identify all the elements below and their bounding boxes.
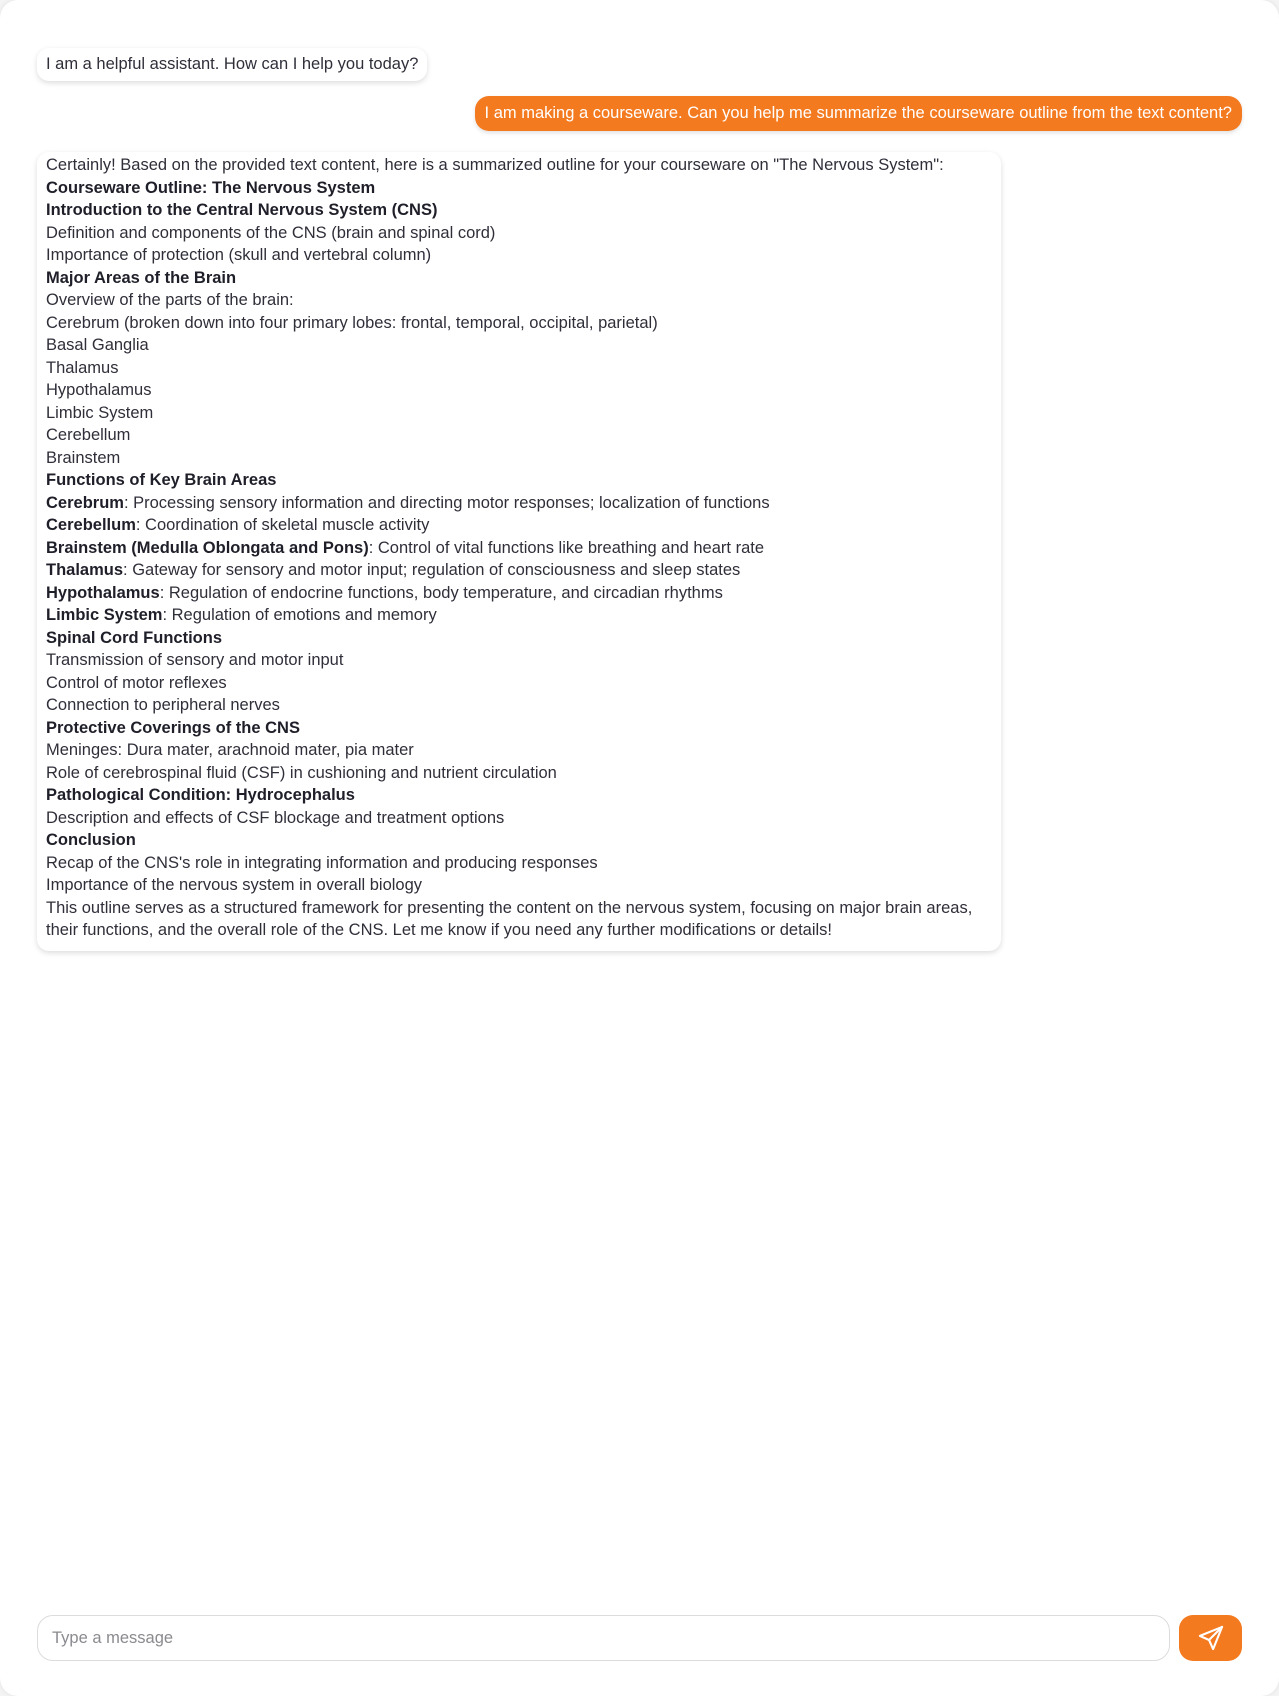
reply-line-heading: Brainstem (Medulla Oblongata and Pons) — [46, 538, 369, 557]
reply-line-heading: Hypothalamus — [46, 583, 160, 602]
reply-line-heading: Cerebellum — [46, 516, 136, 534]
reply-line-text: Description and effects of CSF blockage and treatment options — [46, 808, 505, 827]
reply-line-text: Cerebrum (broken down into four primary lobes: frontal, temporal, occipital, parietal) — [46, 313, 658, 332]
reply-line-text: Limbic System — [46, 403, 154, 422]
send-button[interactable] — [1179, 1615, 1242, 1661]
reply-line-heading: Limbic System — [46, 606, 163, 624]
reply-line-text: Brainstem — [46, 448, 121, 467]
reply-line-heading: Conclusion — [46, 831, 136, 849]
reply-line-text: Meninges: Dura mater, arachnoid mater, pia mater — [46, 741, 414, 759]
reply-line-text: : Gateway for sensory and motor input; regulation of consciousness and sleep states — [123, 561, 741, 579]
reply-line — [46, 627, 992, 650]
reply-line-text: Recap of the CNS's role in integrating information and producing responses — [46, 853, 598, 872]
reply-line — [46, 222, 992, 245]
message-list — [37, 0, 1242, 1546]
reply-line-text: Overview of the parts of the brain: — [46, 291, 294, 309]
reply-line-heading: Courseware Outline: The Nervous System — [46, 178, 376, 197]
reply-line-text: : Coordination of skeletal muscle activity — [135, 516, 430, 534]
reply-line — [46, 694, 992, 717]
reply-line — [46, 289, 992, 312]
reply-line — [46, 829, 992, 852]
reply-line-text: : Regulation of endocrine functions, body temperature, and circadian rhythms — [159, 583, 723, 602]
reply-line — [46, 874, 992, 897]
reply-line-text: Importance of the nervous system in overall biology — [46, 876, 423, 894]
reply-line — [46, 784, 992, 807]
reply-line — [46, 672, 992, 695]
reply-line-text: : Control of vital functions like breathing and heart rate — [368, 538, 765, 557]
reply-line-text: Certainly! Based on the provided text content, here is a summarized outline for your courseware on "The Nervous System": — [46, 156, 944, 174]
reply-line-heading: Pathological Condition: Hydrocephalus — [46, 786, 355, 804]
reply-line-text: Thalamus — [46, 358, 119, 377]
assistant-reply-message — [37, 152, 1001, 951]
reply-line-text: : Processing sensory information and directing motor responses; localization of functions — [123, 493, 770, 512]
reply-line — [46, 357, 992, 380]
reply-line-text: : Regulation of emotions and memory — [162, 606, 437, 624]
reply-line-heading: Functions of Key Brain Areas — [46, 471, 277, 489]
reply-line — [46, 604, 992, 627]
reply-line — [46, 582, 992, 605]
reply-line-text: Transmission of sensory and motor input — [46, 651, 344, 669]
reply-line-text: Connection to peripheral nerves — [46, 696, 280, 714]
reply-line-text: Role of cerebrospinal fluid (CSF) in cushioning and nutrient circulation — [46, 763, 557, 782]
reply-line-text: Basal Ganglia — [46, 336, 149, 354]
reply-line — [46, 379, 992, 402]
user-message: I am making a courseware. Can you help me summarize the courseware outline from the text content? — [475, 96, 1242, 131]
reply-line-heading: Spinal Cord Functions — [46, 628, 222, 647]
reply-line — [46, 514, 992, 537]
reply-line — [46, 424, 992, 447]
reply-line — [46, 739, 992, 762]
reply-line — [46, 649, 992, 672]
reply-line-heading: Cerebrum — [46, 493, 124, 512]
reply-line-heading: Thalamus — [46, 561, 124, 579]
reply-line — [46, 492, 992, 515]
message-input[interactable] — [37, 1615, 1170, 1661]
reply-line-text: Definition and components of the CNS (brain and spinal cord) — [46, 223, 496, 242]
reply-line — [46, 762, 992, 785]
reply-line — [46, 717, 992, 740]
reply-line — [46, 402, 992, 425]
reply-line-text: Hypothalamus — [46, 381, 152, 399]
reply-line — [46, 852, 992, 875]
reply-line — [46, 267, 992, 290]
reply-line — [46, 312, 992, 335]
reply-line-heading: Introduction to the Central Nervous System (CNS) — [46, 201, 438, 219]
reply-line-text: Cerebellum — [46, 426, 131, 444]
reply-line — [46, 559, 992, 582]
reply-line — [46, 469, 992, 492]
reply-line-heading: Major Areas of the Brain — [46, 268, 237, 287]
reply-line-text: Importance of protection (skull and vertebral column) — [46, 246, 432, 264]
reply-line — [46, 154, 992, 177]
reply-line — [46, 537, 992, 560]
reply-line-text: This outline serves as a structured framework for presenting the content on the nervous system, focusing on major brain areas, their functions, and the overall role of the CNS. Let me know if you need any further modifications or details! — [46, 898, 973, 939]
reply-line-text: Control of motor reflexes — [46, 673, 227, 692]
assistant-greeting-message: I am a helpful assistant. How can I help you today? — [37, 48, 427, 81]
reply-line — [46, 807, 992, 830]
reply-line-heading: Protective Coverings of the CNS — [46, 718, 300, 737]
reply-line — [46, 244, 992, 267]
reply-line — [46, 199, 992, 222]
reply-line — [46, 447, 992, 470]
reply-line — [46, 177, 992, 200]
paper-plane-icon — [1197, 1624, 1225, 1652]
reply-line — [46, 897, 992, 942]
reply-line — [46, 334, 992, 357]
